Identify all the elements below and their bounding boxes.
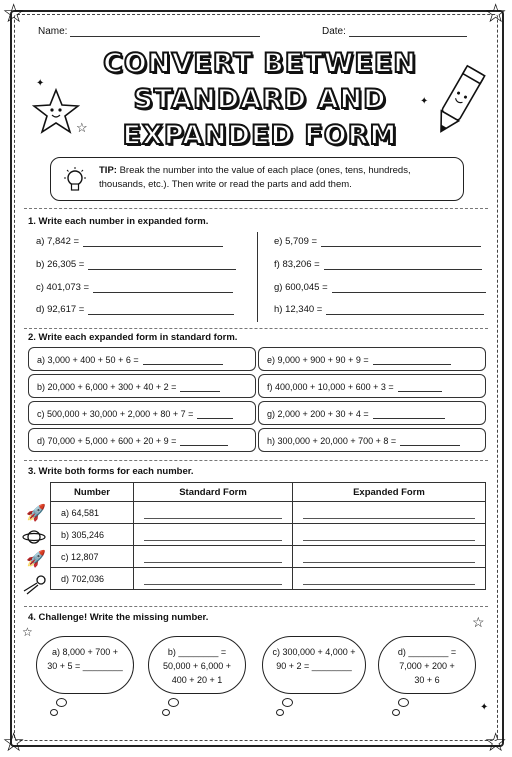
table-row [51, 568, 486, 590]
answer-line[interactable] [326, 304, 484, 315]
answer-line[interactable] [88, 259, 236, 270]
header-number: Number [51, 483, 134, 502]
name-line[interactable] [70, 36, 260, 37]
question-f[interactable] [274, 259, 482, 270]
question-a[interactable] [36, 236, 223, 247]
expression-box-g[interactable] [258, 401, 486, 425]
question-g[interactable] [274, 282, 486, 293]
answer-line[interactable] [144, 572, 282, 585]
question-label: d) 92,617 = [36, 304, 85, 315]
cloud-text-line: a) 8,000 + 700 + [51, 647, 119, 657]
table-row [51, 546, 486, 568]
standard-form-cell[interactable] [134, 502, 293, 524]
header-expanded-form: Expanded Form [293, 483, 486, 502]
thought-bubble-dot [392, 709, 400, 716]
column-divider [257, 232, 258, 322]
answer-line[interactable] [373, 354, 451, 365]
rocket-icon: 🚀 [26, 551, 46, 568]
answer-line[interactable] [332, 282, 486, 293]
section-4-title: 4. Challenge! Write the missing number. [28, 612, 209, 623]
cloud-text-line: 30 + 6 [414, 675, 440, 685]
table-row [51, 502, 486, 524]
sparkle-icon: ✦ [420, 96, 429, 107]
thought-bubble-dot [282, 698, 293, 707]
star-icon: ☆ [2, 727, 26, 757]
answer-line[interactable] [373, 408, 445, 419]
expanded-form-cell[interactable] [293, 502, 486, 524]
question-label: a) 7,842 = [36, 236, 80, 247]
divider [24, 460, 488, 461]
question-label: f) 83,206 = [274, 259, 320, 270]
tip-text: TIP: Break the number into the value of each place (ones, tens, hundreds, thousands, etc.). Then write or read the parts and add them. [99, 165, 411, 190]
cloud-text-line: b) ________ = [167, 647, 227, 657]
expanded-form-cell[interactable] [293, 546, 486, 568]
question-b[interactable] [36, 259, 236, 270]
expression-label: b) 20,000 + 6,000 + 300 + 40 + 2 = [37, 382, 177, 392]
expression-label: f) 400,000 + 10,000 + 600 + 3 = [267, 382, 394, 392]
thought-bubble-dot [398, 698, 409, 707]
date-line[interactable] [349, 36, 467, 37]
lightbulb-icon [61, 166, 89, 194]
answer-line[interactable] [93, 282, 233, 293]
title-line-3: EXPANDED FORM [122, 120, 398, 151]
comet-icon [22, 573, 48, 595]
question-label: g) 600,045 = [274, 282, 328, 293]
standard-form-cell[interactable] [134, 524, 293, 546]
star-icon: ☆ [484, 727, 508, 757]
expression-label: d) 70,000 + 5,000 + 600 + 20 + 9 = [37, 436, 177, 446]
small-star-icon: ☆ [472, 614, 485, 630]
answer-line[interactable] [197, 408, 233, 419]
smiling-star-icon [32, 88, 80, 134]
answer-line[interactable] [398, 381, 442, 392]
rocket-icon: 🚀 [26, 505, 46, 522]
header-standard-form: Standard Form [134, 483, 293, 502]
question-label: b) 26,305 = [36, 259, 85, 270]
cloud-text-line: c) 300,000 + 4,000 + [272, 647, 356, 657]
answer-line[interactable] [144, 506, 282, 519]
answer-line[interactable] [303, 506, 475, 519]
thought-bubble-dot [162, 709, 170, 716]
sparkle-icon: ✦ [480, 702, 489, 713]
answer-line[interactable] [303, 550, 475, 563]
question-label: h) 12,340 = [274, 304, 323, 315]
answer-line[interactable] [400, 435, 460, 446]
challenge-cloud-c[interactable] [262, 636, 366, 694]
section-3-title: 3. Write both forms for each number. [28, 466, 194, 477]
expression-label: e) 9,000 + 900 + 90 + 9 = [267, 355, 369, 365]
cloud-text-line: 7,000 + 200 + [399, 661, 455, 671]
challenge-cloud-d[interactable] [378, 636, 476, 694]
question-d[interactable] [36, 304, 234, 315]
star-icon: ☆ [484, 0, 508, 28]
cloud-text-line: d) ________ = [397, 647, 457, 657]
both-forms-table [50, 482, 486, 590]
section-2-title: 2. Write each expanded form in standard form. [28, 332, 238, 343]
answer-line[interactable] [321, 236, 481, 247]
challenge-cloud-a[interactable] [36, 636, 134, 694]
standard-form-cell[interactable] [134, 568, 293, 590]
cloud-text-line: 400 + 20 + 1 [171, 675, 223, 685]
number-cell: a) 64,581 [51, 502, 134, 524]
expanded-form-cell[interactable] [293, 524, 486, 546]
number-cell: b) 305,246 [51, 524, 134, 546]
number-cell: c) 12,807 [51, 546, 134, 568]
name-field[interactable] [38, 26, 260, 37]
name-label: Name: [38, 26, 68, 37]
thought-bubble-dot [50, 709, 58, 716]
title-line-2: STANDARD AND [133, 84, 387, 115]
sparkle-icon: ✦ [36, 78, 45, 89]
thought-bubble-dot [168, 698, 179, 707]
answer-line[interactable] [88, 304, 234, 315]
answer-line[interactable] [144, 528, 282, 541]
planet-icon [22, 527, 46, 547]
divider [24, 606, 488, 607]
expression-box-d[interactable] [28, 428, 256, 452]
expression-box-f[interactable] [258, 374, 486, 398]
small-star-icon: ☆ [76, 120, 88, 135]
divider [24, 328, 488, 329]
cloud-text-line: 50,000 + 6,000 + [162, 661, 232, 671]
question-label: c) 401,073 = [36, 282, 90, 293]
expanded-form-cell[interactable] [293, 568, 486, 590]
cloud-text-line: 90 + 2 = ________ [276, 661, 352, 671]
expression-label: g) 2,000 + 200 + 30 + 4 = [267, 409, 369, 419]
small-star-icon: ☆ [22, 625, 33, 639]
answer-line[interactable] [180, 435, 228, 446]
tip-box [50, 157, 464, 201]
answer-line[interactable] [324, 259, 482, 270]
question-label: e) 5,709 = [274, 236, 318, 247]
pencil-icon [428, 62, 488, 142]
section-1-title: 1. Write each number in expanded form. [28, 216, 209, 227]
answer-line[interactable] [144, 550, 282, 563]
answer-line[interactable] [180, 381, 220, 392]
question-h[interactable] [274, 304, 484, 315]
expression-label: c) 500,000 + 30,000 + 2,000 + 80 + 7 = [37, 409, 194, 419]
expression-box-b[interactable] [28, 374, 256, 398]
challenge-cloud-b[interactable] [148, 636, 246, 694]
answer-line[interactable] [303, 572, 475, 585]
cloud-text-line: 30 + 5 = ________ [47, 661, 123, 671]
expression-box-c[interactable] [28, 401, 256, 425]
thought-bubble-dot [56, 698, 67, 707]
divider [24, 208, 488, 209]
thought-bubble-dot [276, 709, 284, 716]
date-field[interactable] [322, 26, 467, 37]
expression-box-e[interactable] [258, 347, 486, 371]
date-label: Date: [322, 26, 346, 37]
table-row [51, 524, 486, 546]
expression-box-h[interactable] [258, 428, 486, 452]
expression-box-a[interactable] [28, 347, 256, 371]
expression-label: a) 3,000 + 400 + 50 + 6 = [37, 355, 139, 365]
title-line-1: CONVERT BETWEEN [103, 48, 417, 79]
expression-label: h) 300,000 + 20,000 + 700 + 8 = [267, 436, 397, 446]
standard-form-cell[interactable] [134, 546, 293, 568]
question-e[interactable] [274, 236, 481, 247]
answer-line[interactable] [83, 236, 223, 247]
number-cell: d) 702,036 [51, 568, 134, 590]
question-c[interactable] [36, 282, 233, 293]
table-header-row [51, 483, 486, 502]
star-icon: ☆ [2, 0, 26, 28]
answer-line[interactable] [303, 528, 475, 541]
answer-line[interactable] [143, 354, 223, 365]
